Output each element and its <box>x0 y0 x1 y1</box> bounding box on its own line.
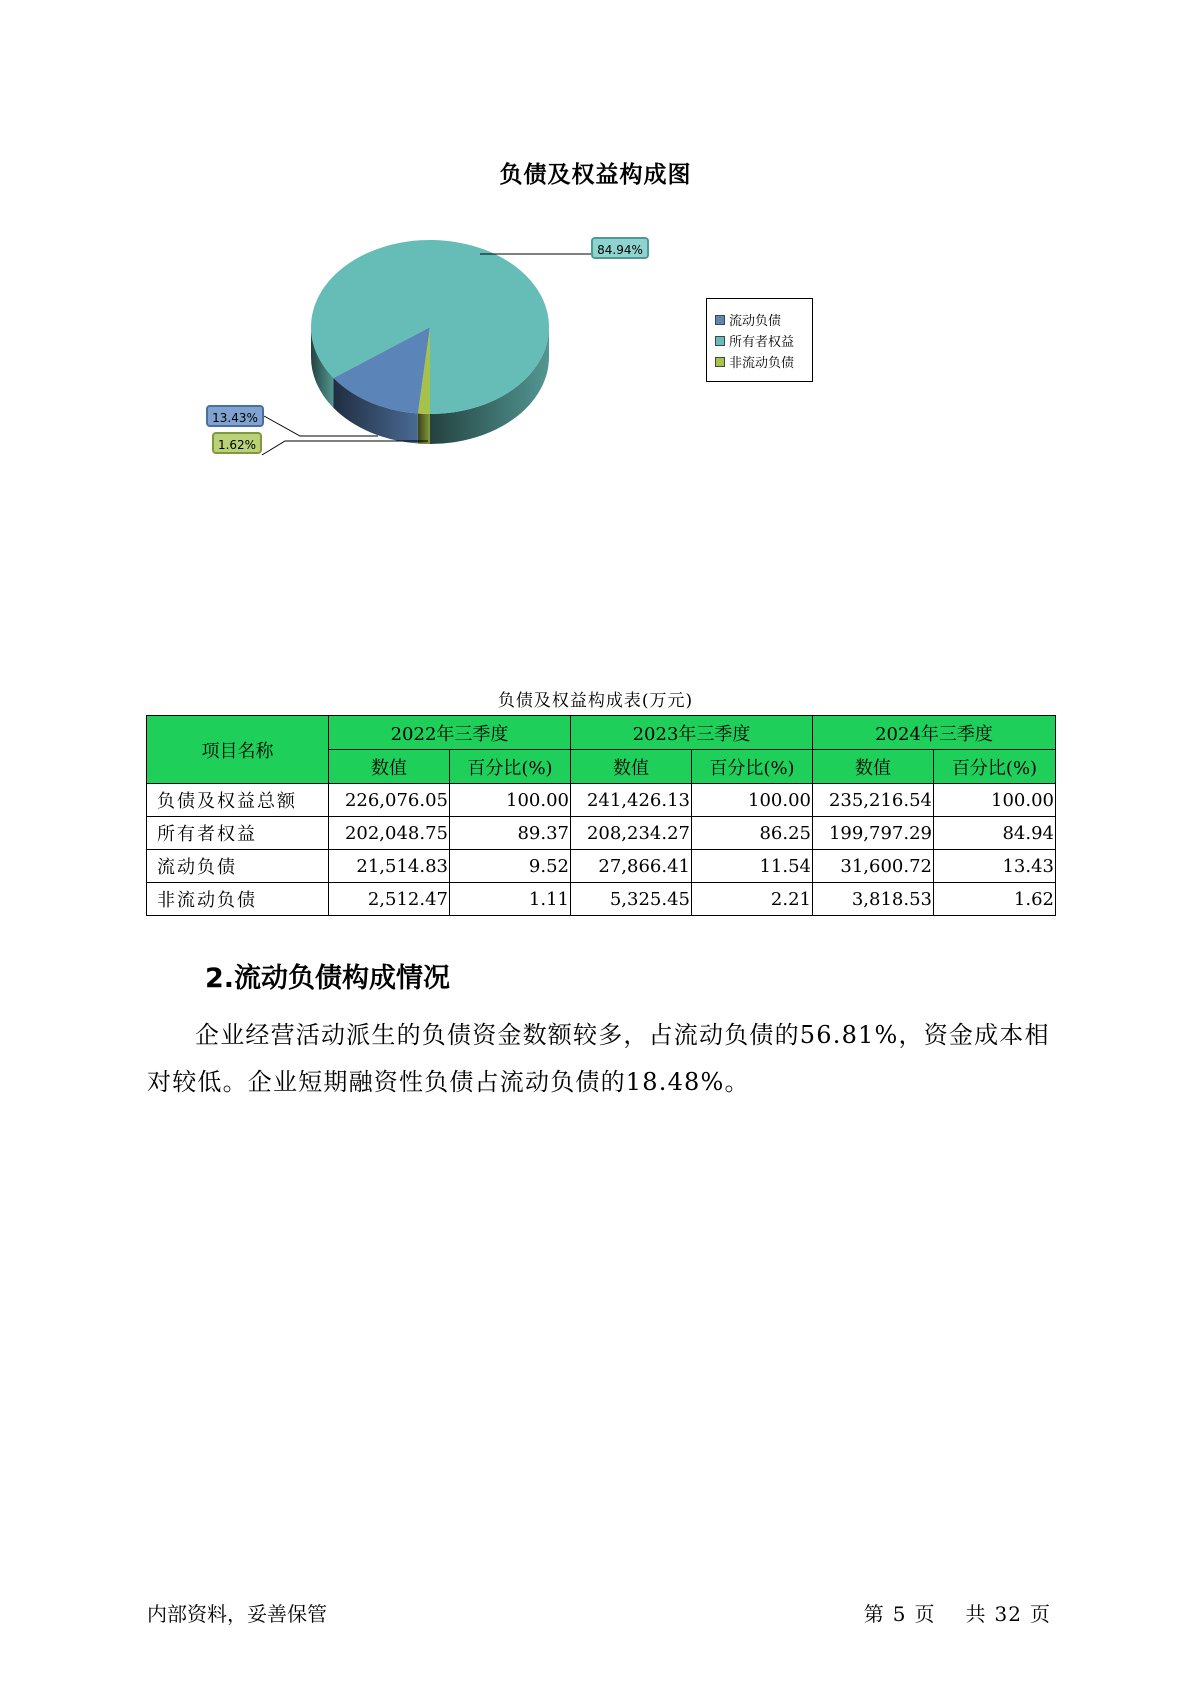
section-heading: 2.流动负债构成情况 <box>205 963 451 994</box>
table-cell: 2,512.47 <box>329 883 450 916</box>
table-cell: 9.52 <box>450 850 571 883</box>
total-unit: 页 <box>1030 1602 1051 1626</box>
table-cell: 2.21 <box>692 883 813 916</box>
table-cell: 226,076.05 <box>329 784 450 817</box>
table-cell: 86.25 <box>692 817 813 850</box>
table-cell: 27,866.41 <box>571 850 692 883</box>
legend-swatch <box>715 336 725 346</box>
table-caption: 负债及权益构成表(万元) <box>497 691 694 711</box>
header-period: 2023年三季度 <box>571 716 813 750</box>
leader-line-noncurrent-liabilities <box>262 441 428 455</box>
table-cell: 13.43 <box>934 850 1056 883</box>
header-value: 数值 <box>571 750 692 784</box>
page-prefix: 第 <box>863 1602 885 1626</box>
table-cell: 235,216.54 <box>813 784 934 817</box>
header-percent: 百分比(%) <box>934 750 1056 784</box>
header-value: 数值 <box>813 750 934 784</box>
table-cell: 100.00 <box>934 784 1056 817</box>
legend-swatch <box>715 315 725 325</box>
header-period: 2024年三季度 <box>813 716 1056 750</box>
page-number: 5 <box>892 1602 907 1626</box>
table-cell: 11.54 <box>692 850 813 883</box>
pie-label-owners-equity: 84.94% <box>591 237 649 259</box>
total-prefix: 共 <box>965 1602 987 1626</box>
table-cell: 1.62 <box>934 883 1056 916</box>
legend-item <box>715 351 812 372</box>
legend-item <box>715 309 812 330</box>
table-cell: 3,818.53 <box>813 883 934 916</box>
footer-page-number <box>860 1598 1055 1627</box>
header-percent: 百分比(%) <box>692 750 813 784</box>
header-value: 数值 <box>329 750 450 784</box>
legend-label: 非流动负债 <box>729 356 795 371</box>
chart-legend <box>706 298 813 382</box>
table-cell: 21,514.83 <box>329 850 450 883</box>
legend-item <box>715 330 812 351</box>
chart-title: 负债及权益构成图 <box>499 162 692 188</box>
table-cell: 199,797.29 <box>813 817 934 850</box>
table-cell: 241,426.13 <box>571 784 692 817</box>
liability-equity-table <box>146 715 1056 916</box>
table-cell: 84.94 <box>934 817 1056 850</box>
table-row <box>147 883 1056 916</box>
pie-label-current-liabilities: 13.43% <box>206 405 264 427</box>
legend-label: 流动负债 <box>729 314 782 329</box>
table-row <box>147 850 1056 883</box>
legend-label: 所有者权益 <box>729 335 795 350</box>
table-row <box>147 817 1056 850</box>
row-name: 所有者权益 <box>147 817 329 850</box>
header-percent: 百分比(%) <box>450 750 571 784</box>
table-row <box>147 784 1056 817</box>
pie-label-noncurrent-liabilities: 1.62% <box>212 432 262 454</box>
page-unit: 页 <box>914 1602 936 1626</box>
footer-confidential-note: 内部资料，妥善保管 <box>147 1602 327 1626</box>
table-cell: 89.37 <box>450 817 571 850</box>
table-cell: 1.11 <box>450 883 571 916</box>
row-name: 负债及权益总额 <box>147 784 329 817</box>
table-cell: 100.00 <box>692 784 813 817</box>
table-cell: 208,234.27 <box>571 817 692 850</box>
table-cell: 5,325.45 <box>571 883 692 916</box>
header-period: 2022年三季度 <box>329 716 571 750</box>
table-cell: 202,048.75 <box>329 817 450 850</box>
table-cell: 31,600.72 <box>813 850 934 883</box>
legend-swatch <box>715 357 725 367</box>
row-name: 流动负债 <box>147 850 329 883</box>
table-cell: 100.00 <box>450 784 571 817</box>
header-item-name: 项目名称 <box>147 716 329 784</box>
row-name: 非流动负债 <box>147 883 329 916</box>
section-paragraph: 企业经营活动派生的负债资金数额较多，占流动负债的56.81%，资金成本相对较低。企业短期融资性负债占流动负债的18.48%。 <box>147 1021 1050 1096</box>
total-pages: 32 <box>994 1602 1022 1626</box>
pie-chart <box>0 0 1191 520</box>
pie-slice-noncurrent-liabilities-side <box>418 414 430 444</box>
